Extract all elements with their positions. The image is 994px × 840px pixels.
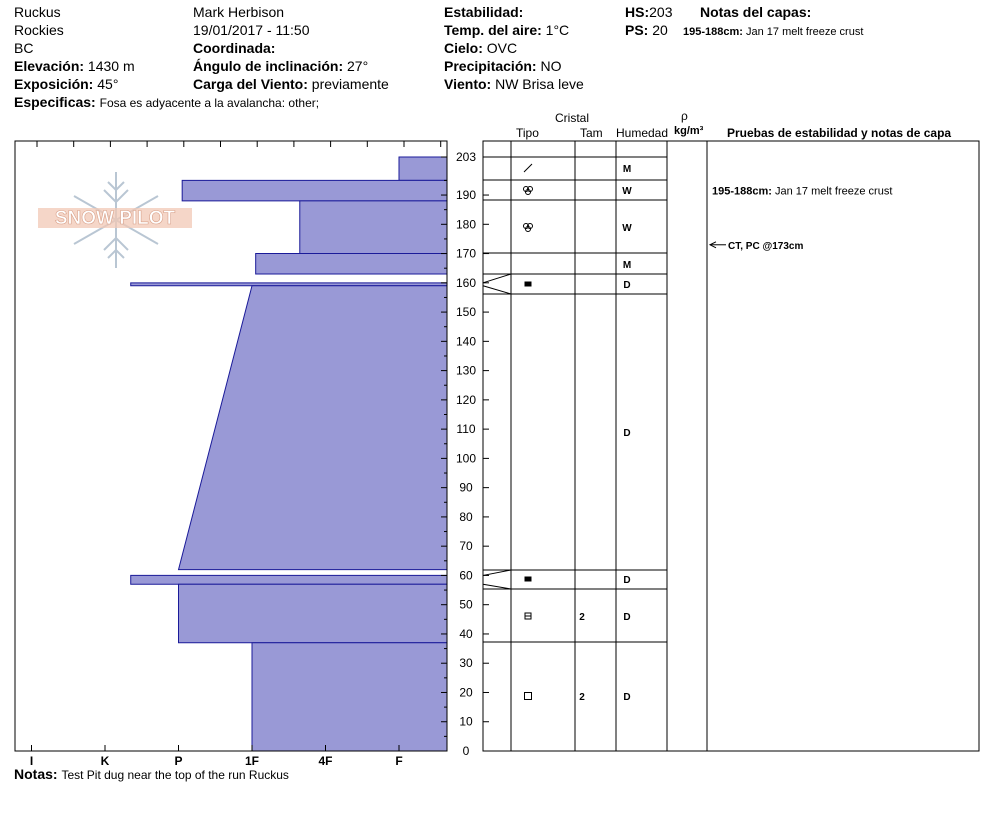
precip-label: Precipitación:: [444, 58, 537, 74]
specifics-value: Fosa es adyacente a la avalancha: other;: [99, 96, 320, 110]
notes-label: Notas:: [14, 766, 58, 782]
wind-load-value: previamente: [311, 76, 389, 92]
layer-connector: [483, 584, 511, 589]
stability-note-crust: [712, 186, 892, 198]
stability-tests-header: Pruebas de estabilidad y notas de capa: [727, 126, 952, 140]
layer-connector: [483, 274, 511, 283]
hardness-layer-0: [399, 157, 447, 180]
hardness-tick-label: I: [29, 754, 34, 768]
slope-label: Ángulo de inclinación:: [193, 58, 344, 74]
layer-note-range: 195-188cm:: [683, 26, 743, 38]
rho-header: ρ: [681, 109, 688, 123]
layer-note-text: Jan 17 melt freeze crust: [746, 26, 864, 38]
aspect-value: 45°: [97, 76, 119, 92]
wind-value: NW Brisa leve: [495, 76, 584, 92]
hardness-layer-2: [300, 201, 447, 254]
grain-ice-layer-icon: [525, 282, 532, 287]
moisture-code: D: [623, 428, 631, 439]
hardness-tick-label: 1F: [244, 754, 260, 768]
moisture-code: W: [622, 186, 632, 197]
precip-value: NO: [540, 58, 562, 74]
depth-tick-label: 60: [459, 568, 473, 583]
grain-faceted-rounded-icon: [525, 693, 532, 700]
depth-tick-label: 80: [459, 509, 473, 524]
depth-tick-label: 110: [456, 422, 476, 437]
depth-tick-label: 170: [455, 246, 477, 261]
specifics-label: Especificas:: [14, 94, 96, 110]
hs-label: HS:: [625, 4, 650, 20]
depth-tick-label: 70: [459, 539, 473, 554]
depth-tick-label: 190: [455, 188, 477, 203]
depth-tick-label: 130: [455, 363, 477, 378]
snowpilot-logo: [36, 168, 196, 272]
depth-tick-label: 180: [455, 217, 477, 232]
moisture-code: M: [622, 164, 632, 175]
depth-tick-label: 30: [459, 656, 473, 671]
elevation-value: 1430 m: [87, 58, 135, 74]
moisture-code: W: [622, 223, 632, 234]
depth-tick-label: 90: [459, 480, 473, 495]
mountain-range: Rockies: [14, 22, 64, 38]
air-temp-label: Temp. del aire:: [444, 22, 542, 38]
slope-value: 27°: [347, 58, 369, 74]
wind-load-label: Carga del Viento:: [193, 76, 308, 92]
hardness-tick-label: 4F: [318, 754, 333, 768]
depth-tick-label: 40: [459, 626, 473, 641]
density-unit-header: kg/m³: [674, 125, 704, 137]
size-header: Tam: [580, 126, 603, 140]
moisture-code: D: [623, 612, 631, 623]
grain-decomposing-icon: [524, 164, 532, 172]
depth-tick-label: 203: [455, 150, 477, 164]
moisture-code: D: [623, 575, 631, 586]
hardness-tick-label: P: [174, 754, 183, 768]
stability-note-text: Jan 17 melt freeze crust: [775, 185, 893, 198]
type-header: Tipo: [516, 126, 539, 140]
depth-tick-label: 150: [455, 305, 477, 320]
snowflake-icon: [36, 168, 196, 272]
sky-label: Cielo:: [444, 40, 483, 56]
observer-name: Mark Herbison: [193, 4, 285, 20]
depth-tick-label: 10: [459, 714, 473, 729]
crystal-header: Cristal: [555, 111, 590, 125]
logo-wordmark: SNOW PILOT: [54, 208, 176, 229]
coordinates-label: Coordinada:: [193, 40, 276, 56]
depth-tick-label: 100: [455, 451, 477, 466]
moisture-code: D: [623, 280, 631, 291]
grain-ice-layer-icon: [525, 577, 532, 582]
stability-note-range: 195-188cm:: [712, 185, 775, 198]
depth-tick-label: 50: [459, 597, 473, 612]
layer-table: [483, 141, 979, 751]
hardness-layer-1: [182, 180, 447, 200]
moisture-code: M: [622, 260, 632, 271]
grain-size: 2: [579, 612, 585, 623]
hardness-layer-6: [131, 575, 447, 584]
hardness-tick-label: K: [100, 754, 110, 768]
depth-tick-label: 0: [462, 744, 470, 758]
hardness-layer-8: [252, 643, 447, 751]
moisture-header: Humedad: [616, 126, 669, 140]
hardness-layer-5: [179, 286, 448, 570]
hardness-layer-7: [179, 584, 448, 643]
observation-datetime: 19/01/2017 - 11:50: [193, 22, 310, 38]
elevation-label: Elevación:: [14, 58, 85, 74]
layer-notes-title: Notas del capas:: [700, 4, 812, 20]
depth-tick-label: 120: [455, 392, 477, 407]
depth-tick-label: 20: [459, 685, 473, 700]
hs-value: 203: [649, 4, 673, 20]
air-temp-value: 1°C: [545, 22, 570, 38]
table-frame: [483, 141, 979, 751]
grain-size: 2: [579, 692, 585, 703]
layer-connector: [483, 570, 511, 575]
hardness-tick-label: F: [395, 754, 403, 768]
ps-label: PS:: [625, 22, 649, 38]
depth-tick-label: 140: [455, 334, 477, 349]
moisture-code: D: [623, 692, 631, 703]
ps-value: 20: [652, 22, 668, 38]
stability-label: Estabilidad:: [444, 4, 524, 20]
layer-connector: [483, 286, 511, 294]
location-name: Ruckus: [14, 4, 61, 20]
aspect-label: Exposición:: [14, 76, 94, 92]
state-province: BC: [14, 40, 34, 56]
hardness-layer-3: [256, 254, 447, 274]
sky-value: OVC: [486, 40, 518, 56]
depth-tick-label: 160: [455, 275, 477, 290]
wind-label: Viento:: [444, 76, 492, 92]
notes-value: Test Pit dug near the top of the run Ruckus: [61, 768, 289, 782]
stability-test-result: CT, PC @173cm: [728, 240, 804, 252]
